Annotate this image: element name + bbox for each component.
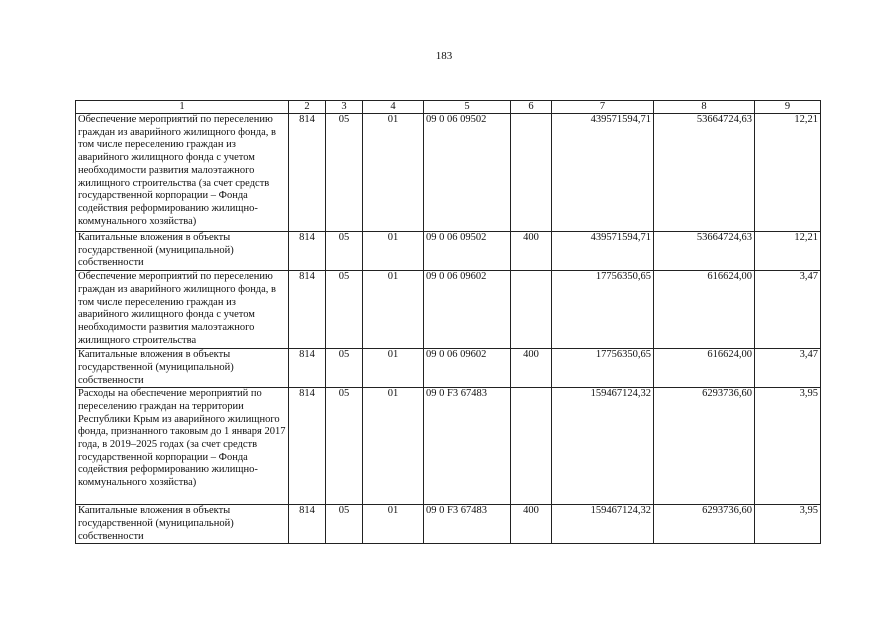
admin-code-cell: 814 xyxy=(289,505,326,544)
column-header: 5 xyxy=(424,101,511,114)
column-header: 3 xyxy=(326,101,363,114)
column-header: 8 xyxy=(654,101,755,114)
subsection-cell: 01 xyxy=(363,388,424,505)
percent-cell: 3,95 xyxy=(755,388,821,505)
table-row xyxy=(76,349,821,388)
expense-type-cell xyxy=(511,271,552,349)
column-header: 6 xyxy=(511,101,552,114)
admin-code-cell: 814 xyxy=(289,388,326,505)
percent-cell: 12,21 xyxy=(755,114,821,232)
target-code-cell: 09 0 06 09502 xyxy=(424,114,511,232)
subsection-cell: 01 xyxy=(363,271,424,349)
column-header: 1 xyxy=(76,101,289,114)
section-cell: 05 xyxy=(326,388,363,505)
column-header: 9 xyxy=(755,101,821,114)
percent-cell: 3,47 xyxy=(755,271,821,349)
expense-type-cell xyxy=(511,114,552,232)
page-number: 183 xyxy=(435,50,453,62)
target-code-cell: 09 0 F3 67483 xyxy=(424,388,511,505)
amount-cell: 17756350,65 xyxy=(552,271,654,349)
amount-cell: 53664724,63 xyxy=(654,232,755,271)
subsection-cell: 01 xyxy=(363,505,424,544)
amount-cell: 159467124,32 xyxy=(552,505,654,544)
amount-cell: 53664724,63 xyxy=(654,114,755,232)
section-cell: 05 xyxy=(326,505,363,544)
amount-cell: 159467124,32 xyxy=(552,388,654,505)
budget-table xyxy=(75,100,821,544)
table-row xyxy=(76,505,821,544)
table-row xyxy=(76,271,821,349)
target-code-cell: 09 0 06 09502 xyxy=(424,232,511,271)
amount-cell: 439571594,71 xyxy=(552,114,654,232)
subsection-cell: 01 xyxy=(363,349,424,388)
subsection-cell: 01 xyxy=(363,232,424,271)
row-description: Капитальные вложения в объекты государственной (муниципальной) собственности xyxy=(76,349,289,388)
table-row xyxy=(76,114,821,232)
amount-cell: 616624,00 xyxy=(654,271,755,349)
column-header: 4 xyxy=(363,101,424,114)
percent-cell: 3,47 xyxy=(755,349,821,388)
row-description: Капитальные вложения в объекты государственной (муниципальной) собственности xyxy=(76,232,289,271)
amount-cell: 616624,00 xyxy=(654,349,755,388)
section-cell: 05 xyxy=(326,349,363,388)
admin-code-cell: 814 xyxy=(289,232,326,271)
table-row xyxy=(76,388,821,505)
column-header: 2 xyxy=(289,101,326,114)
section-cell: 05 xyxy=(326,114,363,232)
row-description: Обеспечение мероприятий по переселению граждан из аварийного жилищного фонда, в том числе переселению граждан из аварийного жилищного фонда с учетом необходимости развития малоэтажного жилищного строительства (за счет средств государственной корпорации – Фонда содействия реформированию жилищно-коммунального хозяйства) xyxy=(76,114,289,232)
row-description: Обеспечение мероприятий по переселению граждан из аварийного жилищного фонда, в том числе переселению граждан из аварийного жилищного фонда с учетом необходимости развития малоэтажного жилищного строительства xyxy=(76,271,289,349)
section-cell: 05 xyxy=(326,271,363,349)
amount-cell: 6293736,60 xyxy=(654,505,755,544)
section-cell: 05 xyxy=(326,232,363,271)
percent-cell: 12,21 xyxy=(755,232,821,271)
column-header: 7 xyxy=(552,101,654,114)
table-row xyxy=(76,232,821,271)
row-description: Расходы на обеспечение мероприятий по переселению граждан на территории Республики Крым из аварийного жилищного фонда, признанного таковым до 1 января 2017 года, в 2019–2025 годах (за счет средств государственной корпорации – Фонда содействия реформированию жилищно-коммунального хозяйства) xyxy=(76,388,289,505)
target-code-cell: 09 0 06 09602 xyxy=(424,271,511,349)
percent-cell: 3,95 xyxy=(755,505,821,544)
row-description: Капитальные вложения в объекты государственной (муниципальной) собственности xyxy=(76,505,289,544)
admin-code-cell: 814 xyxy=(289,271,326,349)
admin-code-cell: 814 xyxy=(289,349,326,388)
expense-type-cell: 400 xyxy=(511,349,552,388)
amount-cell: 17756350,65 xyxy=(552,349,654,388)
target-code-cell: 09 0 06 09602 xyxy=(424,349,511,388)
expense-type-cell: 400 xyxy=(511,505,552,544)
header-row xyxy=(76,101,821,114)
expense-type-cell xyxy=(511,388,552,505)
amount-cell: 6293736,60 xyxy=(654,388,755,505)
admin-code-cell: 814 xyxy=(289,114,326,232)
subsection-cell: 01 xyxy=(363,114,424,232)
expense-type-cell: 400 xyxy=(511,232,552,271)
amount-cell: 439571594,71 xyxy=(552,232,654,271)
target-code-cell: 09 0 F3 67483 xyxy=(424,505,511,544)
